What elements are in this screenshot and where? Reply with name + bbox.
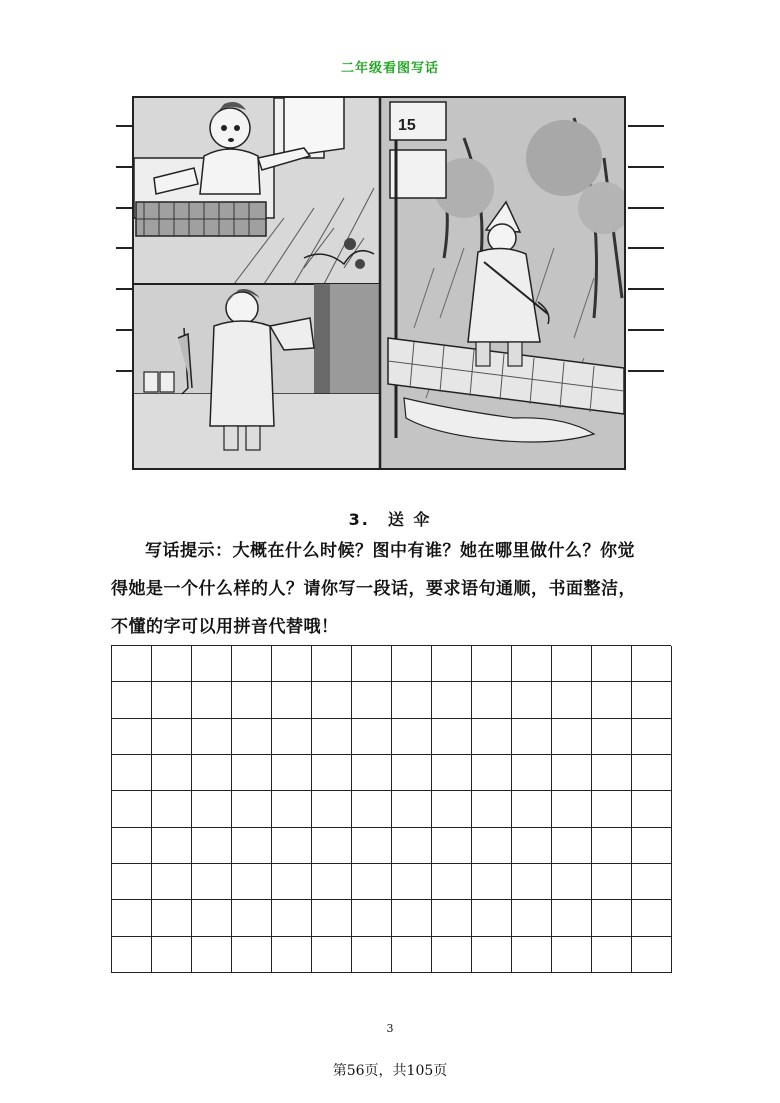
section-name: 送 伞 [387, 510, 432, 529]
grid-cell[interactable] [472, 828, 512, 864]
grid-cell[interactable] [632, 900, 672, 936]
grid-cell[interactable] [432, 791, 472, 827]
bus-stop-number: 15 [398, 117, 416, 134]
grid-cell[interactable] [592, 719, 632, 755]
story-illustration [132, 96, 626, 470]
grid-cell[interactable] [152, 864, 192, 900]
grid-cell[interactable] [232, 719, 272, 755]
grid-cell[interactable] [272, 791, 312, 827]
writing-grid[interactable] [111, 645, 671, 973]
grid-cell[interactable] [472, 900, 512, 936]
grid-cell[interactable] [152, 682, 192, 718]
grid-cell[interactable] [112, 646, 152, 682]
grid-cell[interactable] [152, 791, 192, 827]
grid-cell[interactable] [192, 937, 232, 973]
grid-cell[interactable] [272, 682, 312, 718]
grid-cell[interactable] [352, 828, 392, 864]
grid-cell[interactable] [552, 791, 592, 827]
grid-cell[interactable] [152, 828, 192, 864]
grid-cell[interactable] [552, 755, 592, 791]
grid-cell[interactable] [192, 828, 232, 864]
grid-cell[interactable] [112, 828, 152, 864]
grid-cell[interactable] [112, 900, 152, 936]
grid-cell[interactable] [352, 719, 392, 755]
grid-cell[interactable] [232, 755, 272, 791]
grid-cell[interactable] [592, 937, 632, 973]
grid-cell[interactable] [152, 646, 192, 682]
grid-cell[interactable] [472, 682, 512, 718]
grid-cell[interactable] [592, 646, 632, 682]
grid-cell[interactable] [552, 937, 592, 973]
grid-cell[interactable] [352, 755, 392, 791]
grid-cell[interactable] [432, 828, 472, 864]
grid-cell[interactable] [392, 682, 432, 718]
grid-cell[interactable] [112, 755, 152, 791]
grid-cell[interactable] [352, 864, 392, 900]
grid-cell[interactable] [552, 828, 592, 864]
grid-cell[interactable] [632, 828, 672, 864]
grid-cell[interactable] [232, 791, 272, 827]
grid-cell[interactable] [512, 755, 552, 791]
grid-cell[interactable] [432, 646, 472, 682]
grid-cell[interactable] [392, 828, 432, 864]
grid-cell[interactable] [352, 791, 392, 827]
grid-cell[interactable] [592, 755, 632, 791]
grid-cell[interactable] [312, 755, 352, 791]
panel-girl-in-rain [380, 98, 624, 468]
grid-cell[interactable] [392, 900, 432, 936]
grid-cell[interactable] [632, 755, 672, 791]
grid-cell[interactable] [432, 900, 472, 936]
panel-boy-at-window [134, 98, 380, 284]
grid-cell[interactable] [512, 864, 552, 900]
grid-cell[interactable] [352, 682, 392, 718]
grid-cell[interactable] [152, 900, 192, 936]
grid-cell[interactable] [392, 864, 432, 900]
grid-cell[interactable] [192, 864, 232, 900]
grid-cell[interactable] [272, 719, 312, 755]
grid-cell[interactable] [512, 719, 552, 755]
grid-cell[interactable] [152, 719, 192, 755]
grid-cell[interactable] [552, 646, 592, 682]
grid-cell[interactable] [152, 937, 192, 973]
grid-cell[interactable] [552, 864, 592, 900]
grid-cell[interactable] [352, 937, 392, 973]
grid-cell[interactable] [352, 900, 392, 936]
grid-cell[interactable] [632, 719, 672, 755]
grid-cell[interactable] [512, 791, 552, 827]
grid-cell[interactable] [512, 937, 552, 973]
grid-cell[interactable] [392, 937, 432, 973]
grid-cell[interactable] [472, 719, 512, 755]
grid-cell[interactable] [472, 791, 512, 827]
grid-cell[interactable] [272, 937, 312, 973]
grid-cell[interactable] [592, 791, 632, 827]
grid-cell[interactable] [272, 864, 312, 900]
grid-cell[interactable] [312, 937, 352, 973]
grid-cell[interactable] [632, 646, 672, 682]
panel-boy-changing [134, 284, 380, 468]
prompt-line: 不懂的字可以用拼音代替哦！ [111, 617, 339, 637]
grid-cell[interactable] [232, 682, 272, 718]
grid-cell[interactable] [552, 900, 592, 936]
grid-cell[interactable] [432, 682, 472, 718]
grid-cell[interactable] [312, 864, 352, 900]
page-header-title: 二年级看图写话 [340, 61, 439, 76]
grid-cell[interactable] [192, 719, 232, 755]
grid-cell[interactable] [312, 646, 352, 682]
grid-cell[interactable] [112, 791, 152, 827]
grid-cell[interactable] [312, 900, 352, 936]
grid-cell[interactable] [112, 864, 152, 900]
prompt-line: 得她是一个什么样的人？请你写一段话，要求语句通顺，书面整洁， [111, 579, 636, 599]
grid-cell[interactable] [352, 646, 392, 682]
grid-cell[interactable] [392, 719, 432, 755]
grid-cell[interactable] [632, 791, 672, 827]
grid-cell[interactable] [312, 828, 352, 864]
grid-cell[interactable] [552, 682, 592, 718]
grid-cell[interactable] [112, 937, 152, 973]
grid-cell[interactable] [312, 719, 352, 755]
grid-cell[interactable] [192, 791, 232, 827]
page-footer: 第56页，共105页 [332, 1063, 448, 1079]
grid-cell[interactable] [392, 791, 432, 827]
grid-cell[interactable] [632, 864, 672, 900]
grid-cell[interactable] [592, 900, 632, 936]
grid-cell[interactable] [232, 900, 272, 936]
grid-cell[interactable] [272, 828, 312, 864]
grid-cell[interactable] [192, 682, 232, 718]
grid-cell[interactable] [472, 646, 512, 682]
prompt-line: 写话提示：大概在什么时候？图中有谁？她在哪里做什么？你觉 [145, 541, 635, 561]
grid-cell[interactable] [272, 646, 312, 682]
grid-cell[interactable] [192, 900, 232, 936]
grid-cell[interactable] [112, 682, 152, 718]
page-number: 3 [386, 1022, 394, 1035]
grid-cell[interactable] [112, 719, 152, 755]
writing-prompt [111, 532, 671, 646]
grid-cell[interactable] [512, 646, 552, 682]
grid-cell[interactable] [312, 791, 352, 827]
grid-cell[interactable] [592, 682, 632, 718]
grid-cell[interactable] [392, 755, 432, 791]
grid-cell[interactable] [432, 937, 472, 973]
grid-cell[interactable] [512, 682, 552, 718]
grid-cell[interactable] [432, 755, 472, 791]
grid-cell[interactable] [432, 864, 472, 900]
grid-cell[interactable] [152, 755, 192, 791]
grid-cell[interactable] [232, 828, 272, 864]
grid-cell[interactable] [432, 719, 472, 755]
grid-cell[interactable] [272, 900, 312, 936]
grid-cell[interactable] [192, 755, 232, 791]
grid-cell[interactable] [472, 864, 512, 900]
section-number: 3. [348, 510, 370, 529]
grid-cell[interactable] [392, 646, 432, 682]
grid-cell[interactable] [552, 719, 592, 755]
grid-cell[interactable] [512, 828, 552, 864]
grid-cell[interactable] [592, 864, 632, 900]
grid-cell[interactable] [592, 828, 632, 864]
grid-cell[interactable] [272, 755, 312, 791]
grid-cell[interactable] [632, 682, 672, 718]
grid-cell[interactable] [512, 900, 552, 936]
grid-cell[interactable] [472, 937, 512, 973]
grid-cell[interactable] [232, 937, 272, 973]
grid-cell[interactable] [632, 937, 672, 973]
section-title [0, 507, 780, 530]
grid-cell[interactable] [312, 682, 352, 718]
grid-cell[interactable] [232, 646, 272, 682]
grid-cell[interactable] [472, 755, 512, 791]
grid-cell[interactable] [232, 864, 272, 900]
grid-cell[interactable] [192, 646, 232, 682]
